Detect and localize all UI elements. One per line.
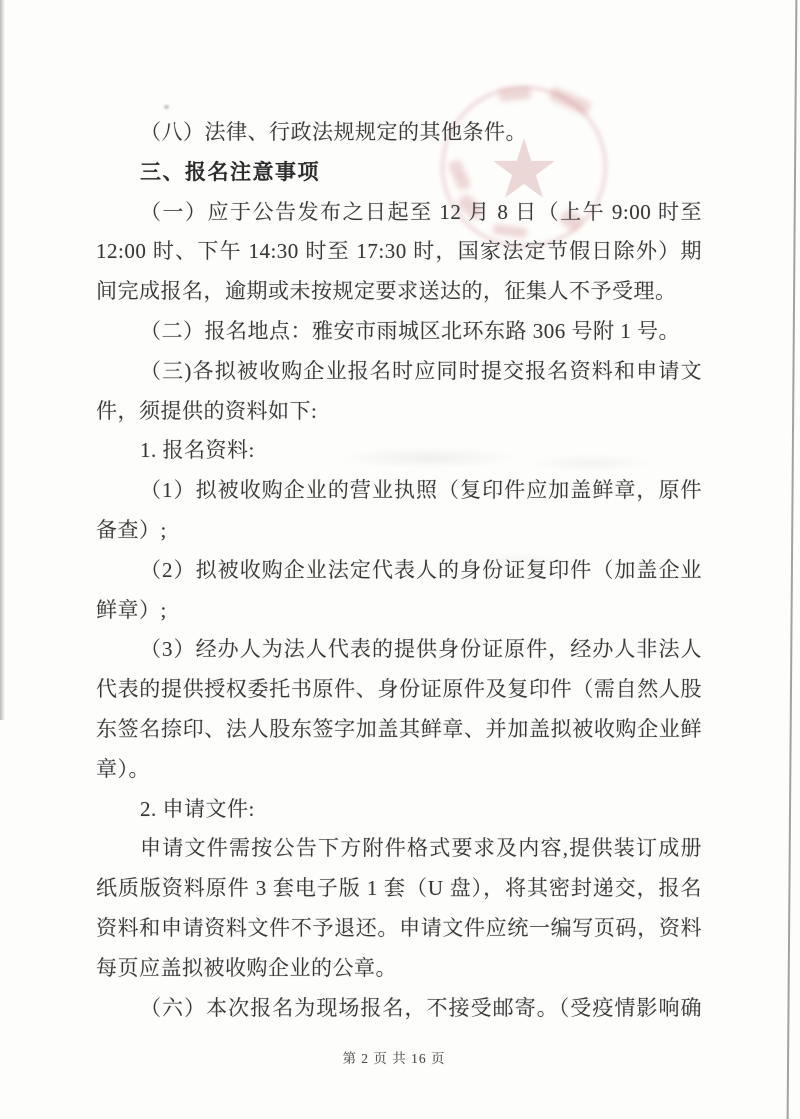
text-line: 件，须提供的资料如下: [96, 398, 318, 423]
page-number: 第 2 页 共 16 页 [342, 1051, 446, 1066]
document-body [96, 113, 702, 1028]
text-line: （三)各拟被收购企业报名时应同时提交报名资料和申请文 [140, 358, 702, 383]
text-line: （八）法律、行政法规规定的其他条件。 [140, 120, 527, 144]
text-line: 章）。 [96, 756, 150, 781]
text-line: 三、报名注意事项 [140, 159, 320, 184]
text-line: （1）拟被收购企业的营业执照（复印件应加盖鲜章，原件 [140, 478, 702, 503]
text-line: 1. 报名资料: [140, 438, 255, 463]
text-line: （3）经办人为法人代表的提供身份证原件，经办人非法人 [140, 637, 702, 662]
text-line: 代表的提供授权委托书原件、身份证原件及复印件（需自然人股 [96, 677, 702, 702]
text-line: 纸质版资料原件 3 套电子版 1 套（U 盘），将其密封递交，报名 [96, 876, 702, 901]
text-line: （二）报名地点：雅安市雨城区北环东路 306 号附 1 号。 [140, 318, 680, 343]
text-line: （六）本次报名为现场报名，不接受邮寄。（受疫情影响确 [140, 995, 702, 1020]
text-line: 备查）; [96, 517, 167, 542]
text-line: 鲜章）; [96, 597, 167, 622]
scan-edge-left [0, 0, 5, 720]
text-line: 2. 申请文件: [140, 796, 255, 821]
text-line: 12:00 时、下午 14:30 时至 17:30 时，国家法定节假日除外）期 [96, 239, 702, 264]
text-line: 间完成报名，逾期或未按规定要求送达的，征集人不予受理。 [96, 279, 677, 304]
text-line: 东签名捺印、法人股东签字加盖其鲜章、并加盖拟被收购企业鲜 [96, 716, 702, 741]
text-line: 申请文件需按公告下方附件格式要求及内容,提供装订成册 [140, 836, 702, 861]
text-line: 每页应盖拟被收购企业的公章。 [96, 955, 397, 980]
text-line: 资料和申请资料文件不予退还。申请文件应统一编写页码，资料 [96, 915, 702, 940]
text-line: （一）应于公告发布之日起至 12 月 8 日（上午 9:00 时至 [140, 199, 702, 224]
text-line: （2）拟被收购企业法定代表人的身份证复印件（加盖企业 [140, 557, 702, 582]
scan-speck [164, 105, 169, 109]
scan-edge-right [787, 0, 798, 1119]
